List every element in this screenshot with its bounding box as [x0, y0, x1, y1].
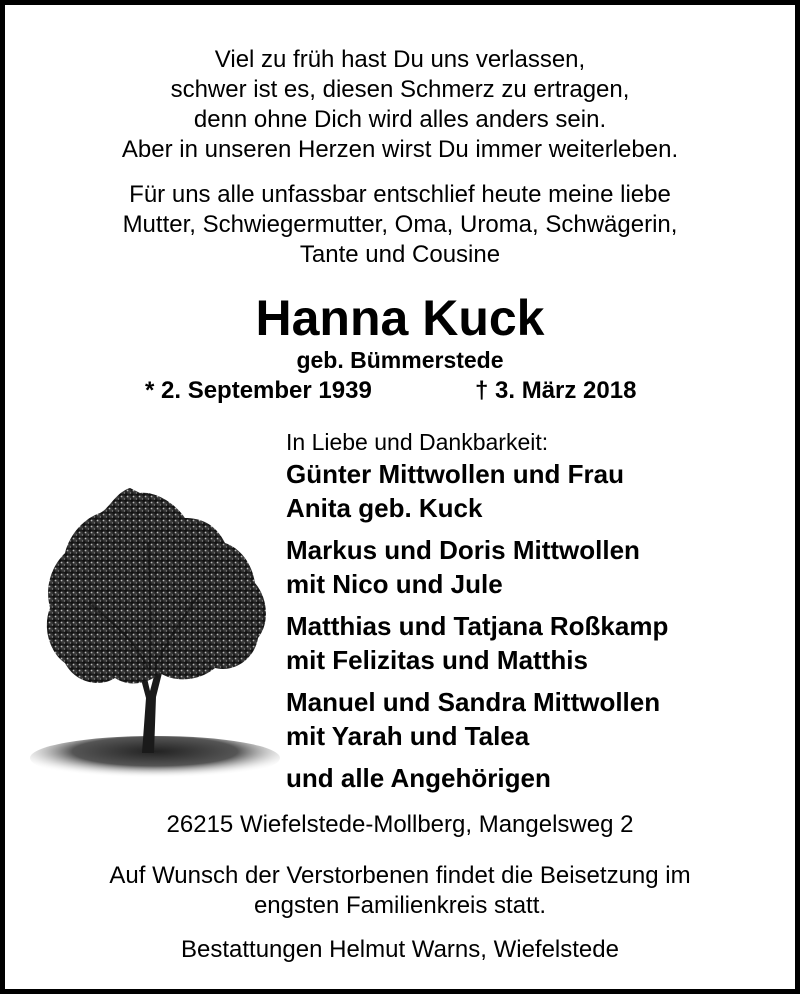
poem	[5, 45, 795, 165]
intro-line: Mutter, Schwiegermutter, Oma, Uroma, Schwägerin,	[122, 211, 678, 238]
death-date: † 3. März 2018	[475, 377, 637, 404]
poem-line: Viel zu früh hast Du uns verlassen,	[214, 46, 586, 73]
mourners-lead: In Liebe und Dankbarkeit:	[286, 429, 549, 455]
poem-line: schwer ist es, diesen Schmerz zu ertragen,	[170, 76, 630, 103]
deceased-name: Hanna Kuck	[255, 290, 545, 346]
mourner-line: Manuel und Sandra Mittwollen	[286, 687, 661, 717]
undertaker: Bestattungen Helmut Warns, Wiefelstede	[181, 936, 619, 963]
address: 26215 Wiefelstede-Mollberg, Mangelsweg 2	[166, 811, 634, 838]
poem-line: Aber in unseren Herzen wirst Du immer weiterleben.	[121, 136, 679, 163]
maiden-name: geb. Bümmerstede	[296, 347, 504, 373]
mourner-line: mit Nico und Jule	[286, 569, 503, 599]
intro-line: Tante und Cousine	[299, 241, 501, 268]
mourner-line: Markus und Doris Mittwollen	[286, 535, 640, 565]
mourner-line: und alle Angehörigen	[286, 763, 551, 793]
mourner-line: Anita geb. Kuck	[286, 493, 483, 523]
burial-notice	[5, 861, 795, 921]
tree-icon	[30, 483, 285, 803]
intro-line: Für uns alle unfassbar entschlief heute meine liebe	[129, 181, 671, 208]
birth-date: * 2. September 1939	[145, 377, 372, 404]
mourner-line: mit Felizitas und Matthis	[286, 645, 588, 675]
burial-notice-line: Auf Wunsch der Verstorbenen findet die Beisetzung im	[109, 862, 691, 889]
mourner-line: Günter Mittwollen und Frau	[286, 459, 624, 489]
poem-line: denn ohne Dich wird alles anders sein.	[193, 106, 607, 133]
mourner-line: Matthias und Tatjana Roßkamp	[286, 611, 669, 641]
life-dates	[5, 375, 795, 407]
burial-notice-line: engsten Familienkreis statt.	[253, 892, 547, 919]
intro-text	[5, 180, 795, 270]
mourners-list	[286, 427, 668, 795]
mourner-line: mit Yarah und Talea	[286, 721, 530, 751]
